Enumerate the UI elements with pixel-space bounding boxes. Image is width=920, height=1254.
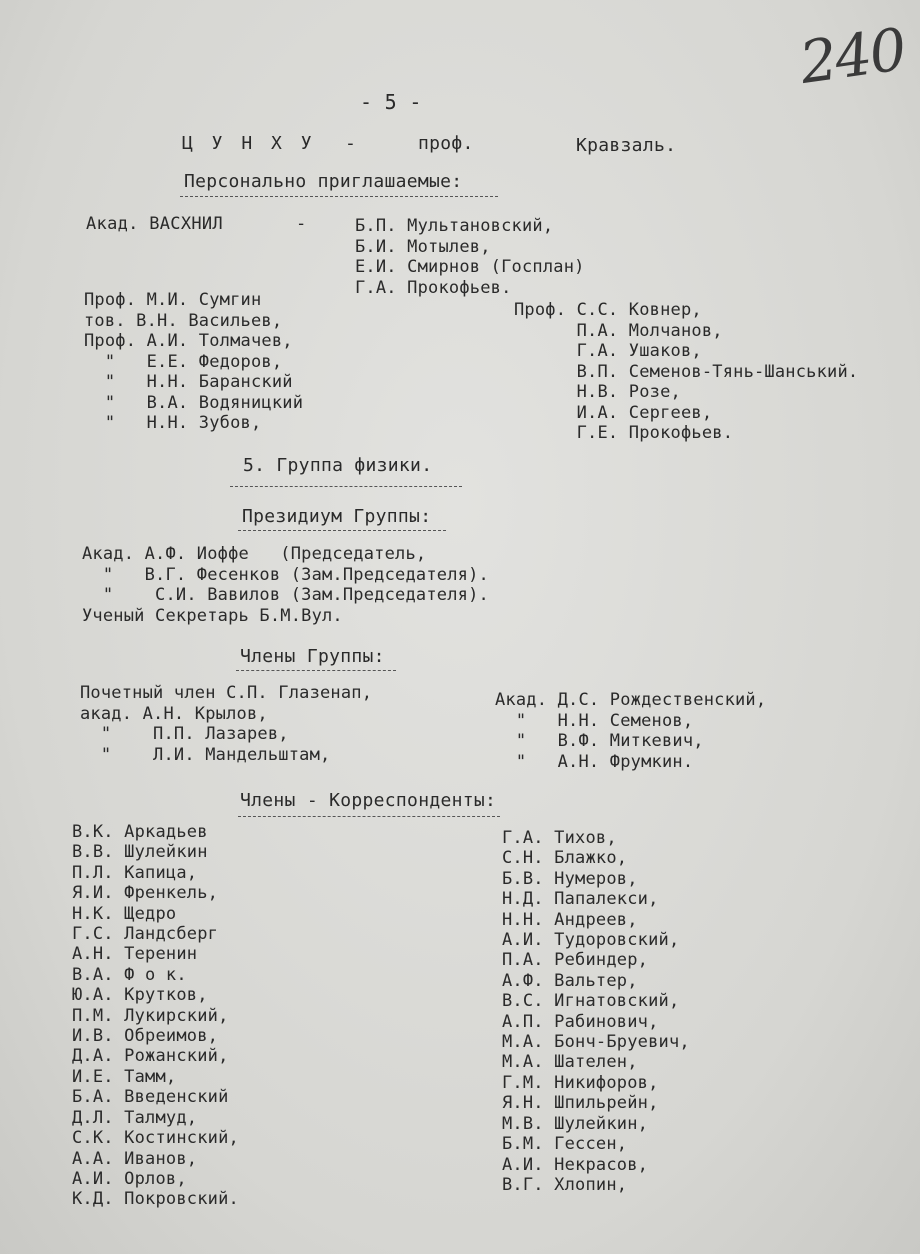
- list-item: И.Е. Тамм,: [72, 1066, 177, 1087]
- list-item: А.И. Орлов,: [72, 1168, 187, 1189]
- list-item: С.К. Костинский,: [72, 1128, 239, 1149]
- page-marker: - 5 -: [360, 90, 422, 114]
- list-item: А.А. Иванов,: [72, 1148, 198, 1169]
- list-item: Д.Л. Талмуд,: [72, 1107, 198, 1128]
- vaskhnil-members-list: [355, 216, 585, 298]
- header-name: Кравзаль.: [576, 135, 677, 156]
- list-item: П.М. Лукирский,: [72, 1005, 229, 1026]
- heading-underline: [236, 670, 396, 671]
- list-item: М.А. Бонч-Бруевич,: [502, 1032, 690, 1053]
- vaskhnil-dash: -: [296, 214, 307, 234]
- list-item: " Н.Н. Зубов,: [84, 413, 262, 433]
- list-item: Акад. А.Ф. Иоффе (Председатель,: [82, 544, 427, 564]
- list-item: Е.И. Смирнов (Госплан): [355, 257, 585, 277]
- list-item: В.Г. Хлопин,: [502, 1174, 628, 1195]
- list-item: Г.М. Никифоров,: [502, 1072, 659, 1093]
- list-item: Я.Н. Шпильрейн,: [502, 1093, 659, 1114]
- invitees-left-list: [84, 290, 303, 434]
- list-item: " А.Н. Фрумкин.: [495, 751, 694, 772]
- list-item: " В.А. Водяницкий: [84, 392, 304, 413]
- list-item: Проф. М.И. Сумгин: [84, 290, 262, 310]
- list-item: П.Л. Капица,: [72, 862, 198, 883]
- list-item: Почетный член С.П. Глазенап,: [80, 683, 373, 703]
- members-heading: Члены Группы:: [240, 646, 385, 667]
- members-right-list: [495, 690, 766, 772]
- list-item: И.В. Обреимов,: [72, 1026, 219, 1047]
- list-item: В.В. Шулейкин: [72, 842, 208, 863]
- list-item: " В.Ф. Миткевич,: [495, 731, 704, 751]
- list-item: Н.Н. Андреев,: [502, 909, 638, 930]
- list-item: А.И. Тудоровский,: [502, 930, 680, 951]
- list-item: А.Н. Теренин: [72, 944, 198, 965]
- header-dash: -: [345, 133, 357, 154]
- list-item: Акад. Д.С. Рождественский,: [495, 690, 767, 710]
- list-item: М.А. Шателен,: [502, 1052, 638, 1073]
- list-item: тов. В.Н. Васильев,: [84, 310, 283, 331]
- header-title: проф.: [418, 133, 474, 154]
- list-item: Г.А. Тихов,: [502, 828, 617, 848]
- correspondents-right-list: [502, 828, 690, 1195]
- list-item: А.И. Некрасов,: [502, 1154, 649, 1175]
- members-left-list: [80, 683, 372, 765]
- list-item: Г.Е. Прокофьев.: [514, 423, 734, 443]
- list-item: Н.В. Розе,: [514, 382, 681, 402]
- list-item: Г.С. Ландсберг: [72, 924, 219, 945]
- list-item: Д.А. Рожанский,: [72, 1046, 229, 1067]
- list-item: Н.Д. Папалекси,: [502, 889, 659, 910]
- list-item: " Е.Е. Федоров,: [84, 351, 283, 372]
- list-item: Н.К. Щедро: [72, 903, 177, 924]
- physics-group-heading: 5. Группа физики.: [243, 455, 433, 476]
- invitees-right-list: [514, 300, 858, 444]
- list-item: " В.Г. Фесенков (Зам.Председателя).: [82, 564, 489, 585]
- list-item: И.А. Сергеев,: [514, 402, 713, 423]
- list-item: А.П. Рабинович,: [502, 1011, 659, 1032]
- list-item: Проф. С.С. Ковнер,: [514, 300, 702, 320]
- list-item: В.А. Ф о к.: [72, 964, 187, 985]
- list-item: " С.И. Вавилов (Зам.Председателя).: [82, 585, 489, 605]
- list-item: Проф. А.И. Толмачев,: [84, 331, 293, 351]
- list-item: В.С. Игнатовский,: [502, 991, 680, 1012]
- list-item: " Н.Н. Баранский: [84, 372, 293, 392]
- correspondents-left-list: [72, 822, 239, 1210]
- heading-underline: [238, 530, 446, 531]
- list-item: Г.А. Ушаков,: [514, 341, 702, 361]
- list-item: А.Ф. Вальтер,: [502, 970, 638, 991]
- presidium-list: [82, 544, 489, 626]
- list-item: М.В. Шулейкин,: [502, 1113, 649, 1134]
- list-item: Б.М. Гессен,: [502, 1134, 628, 1155]
- list-item: " П.П. Лазарев,: [80, 724, 289, 744]
- list-item: П.А. Ребиндер,: [502, 950, 649, 971]
- header-org: Ц У Н Х У: [182, 133, 316, 154]
- section-divider: [230, 486, 462, 487]
- vaskhnil-label: Акад. ВАСХНИЛ: [86, 214, 223, 234]
- correspondents-heading: Члены - Корреспонденты:: [240, 790, 497, 811]
- list-item: Б.И. Мотылев,: [355, 236, 491, 257]
- heading-underline: [238, 816, 500, 817]
- heading-underline: [180, 196, 498, 197]
- list-item: Б.А. Введенский: [72, 1087, 229, 1108]
- list-item: П.А. Молчанов,: [514, 320, 723, 341]
- list-item: К.Д. Покровский.: [72, 1189, 239, 1210]
- list-item: " Л.И. Мандельштам,: [80, 744, 331, 765]
- list-item: акад. А.Н. Крылов,: [80, 703, 268, 724]
- list-item: Б.В. Нумеров,: [502, 868, 638, 889]
- personal-invitees-heading: Персонально приглашаемые:: [184, 171, 463, 192]
- list-item: Ученый Секретарь Б.М.Вул.: [82, 605, 343, 626]
- handwritten-page-number: 240: [795, 15, 909, 97]
- presidium-heading: Президиум Группы:: [242, 506, 432, 527]
- list-item: В.К. Аркадьев: [72, 822, 208, 842]
- list-item: В.П. Семенов-Тянь-Шанський.: [514, 361, 859, 382]
- list-item: Ю.А. Крутков,: [72, 985, 208, 1006]
- list-item: " Н.Н. Семенов,: [495, 710, 694, 731]
- list-item: Б.П. Мультановский,: [355, 216, 554, 236]
- list-item: С.Н. Блажко,: [502, 848, 628, 869]
- list-item: Я.И. Френкель,: [72, 883, 219, 904]
- list-item: Г.А. Прокофьев.: [355, 277, 512, 298]
